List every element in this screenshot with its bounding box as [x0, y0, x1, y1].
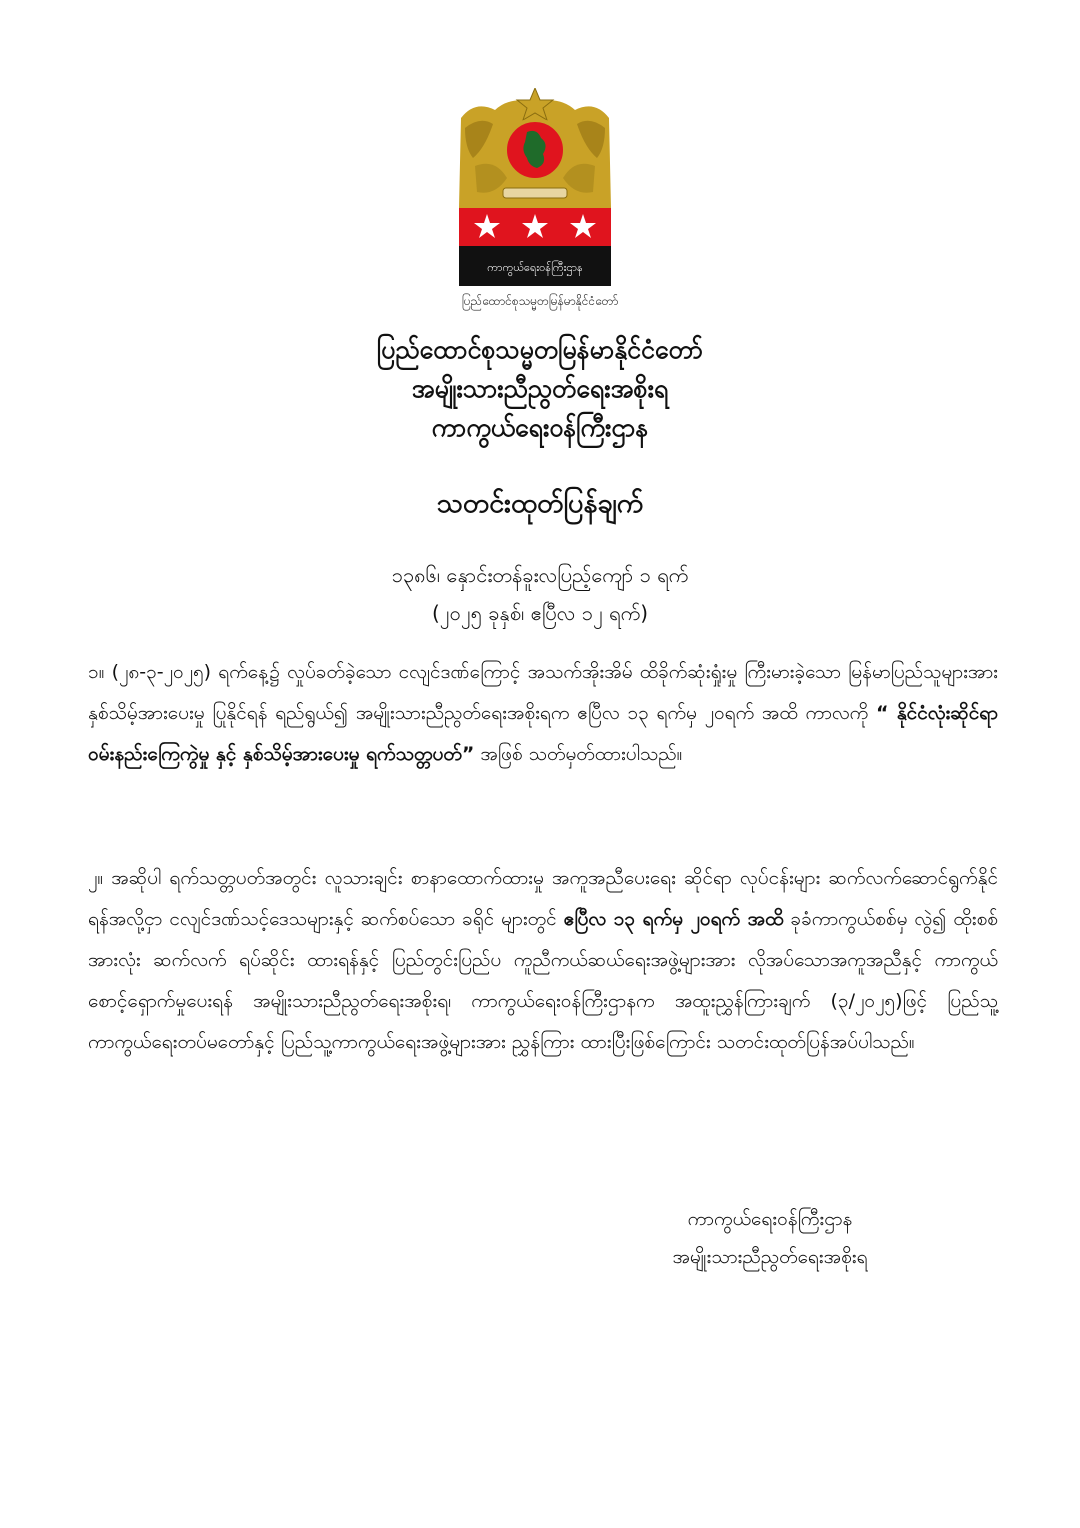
paragraph-2-text: ၂။ အဆိုပါ ရက်သတ္တပတ်အတွင်း လူသားချင်း စာနာထောက်ထားမှု အကူအညီပေးရေး ဆိုင်ရာ လုပ်ငန်းများ ဆက်လက်ဆောင်ရွက်နိုင်ရန်အလို့ငှာ ငလျင်ဒဏ်သင့်ဒေသများနှင့် ဆက်စပ်သော ခရိုင် များတွင်	[88, 867, 998, 930]
myanmar-date: ၁၃၈၆၊ နှောင်းတန်ခူးလပြည့်ကျော် ၁ ရက်	[391, 563, 689, 587]
paragraph-2-bold: ဧပြီလ ၁၃ ရက်မှ ၂၀ရက် အထိ	[563, 908, 784, 930]
signature-block	[600, 1200, 940, 1276]
gregorian-date: (၂၀၂၅ ခုနှစ်၊ ဧပြီလ ၁၂ ရက်)	[431, 601, 649, 625]
signature-government: အမျိုးသားညီညွတ်ရေးအစိုးရ	[672, 1246, 868, 1268]
country-name: ပြည်ထောင်စုသမ္မတမြန်မာနိုင်ငံတော်	[376, 335, 704, 364]
signature-ministry: ကာကွယ်ရေးဝန်ကြီးဌာန	[687, 1208, 853, 1230]
paragraph-1-bold: “ နိုင်ငံလုံးဆိုင်ရာ ဝမ်းနည်းကြေကွဲမှု နှင့် နှစ်သိမ့်အားပေးမှု ရက်သတ္တပတ်”	[88, 702, 998, 765]
paragraph-1-end: အဖြစ် သတ်မှတ်ထားပါသည်။	[474, 743, 683, 765]
paragraph-2	[88, 858, 998, 1063]
emblem-graphic	[455, 88, 615, 288]
ministry-name: ကာကွယ်ရေးဝန်ကြီးဌာန	[431, 413, 649, 442]
document-header	[0, 330, 1080, 447]
paragraph-1-text: ၁။ (၂၈-၃-၂၀၂၅) ရက်နေ့၌ လှုပ်ခတ်ခဲ့သော ငလျင်ဒဏ်ကြောင့် အသက်အိုးအိမ် ထိခိုက်ဆုံးရှုံးမှု ကြီးမားခဲ့သော မြန်မာပြည်သူများအား နှစ်သိမ့်အားပေးမှု ပြုနိုင်ရန် ရည်ရွယ်၍ အမျိုးသားညီညွတ်ရေးအစိုးရက ဧပြီလ ၁၃ ရက်မှ ၂၀ရက် အထိ ကာလကို	[88, 661, 998, 724]
emblem-banner-text: ကာကွယ်ရေးဝန်ကြီးဌာန	[487, 261, 583, 274]
date-block	[0, 556, 1080, 632]
defence-ministry-emblem	[455, 88, 615, 288]
government-name: အမျိုးသားညီညွတ်ရေးအစိုးရ	[411, 374, 669, 403]
emblem-caption: ပြည်ထောင်စုသမ္မတမြန်မာနိုင်ငံတော်	[461, 294, 619, 308]
paragraph-1	[88, 652, 998, 775]
paragraph-2-end: ခုခံကာကွယ်စစ်မှ လွဲ၍ ထိုးစစ်အားလုံး ဆက်လက် ရပ်ဆိုင်း ထားရန်နှင့် ပြည်တွင်းပြည်ပ ကူညီကယ်ဆယ်ရေးအဖွဲ့များအား လိုအပ်သောအကူအညီနှင့် ကာကွယ် စောင့်ရှောက်မှုပေးရန် အမျိုးသားညီညွတ်ရေးအစိုးရ၊ ကာကွယ်ရေးဝန်ကြီးဌာနက အထူးညွှန်ကြားချက် (၃/၂၀၂၅)ဖြင့် ပြည်သူ့ကာကွယ်ရေးတပ်မတော်နှင့် ပြည်သူ့ကာကွယ်ရေးအဖွဲ့များအား ညွှန်ကြား ထားပြီးဖြစ်ကြောင်း သတင်းထုတ်ပြန်အပ်ပါသည်။	[88, 908, 998, 1053]
document-title: သတင်းထုတ်ပြန်ချက်	[436, 488, 644, 519]
